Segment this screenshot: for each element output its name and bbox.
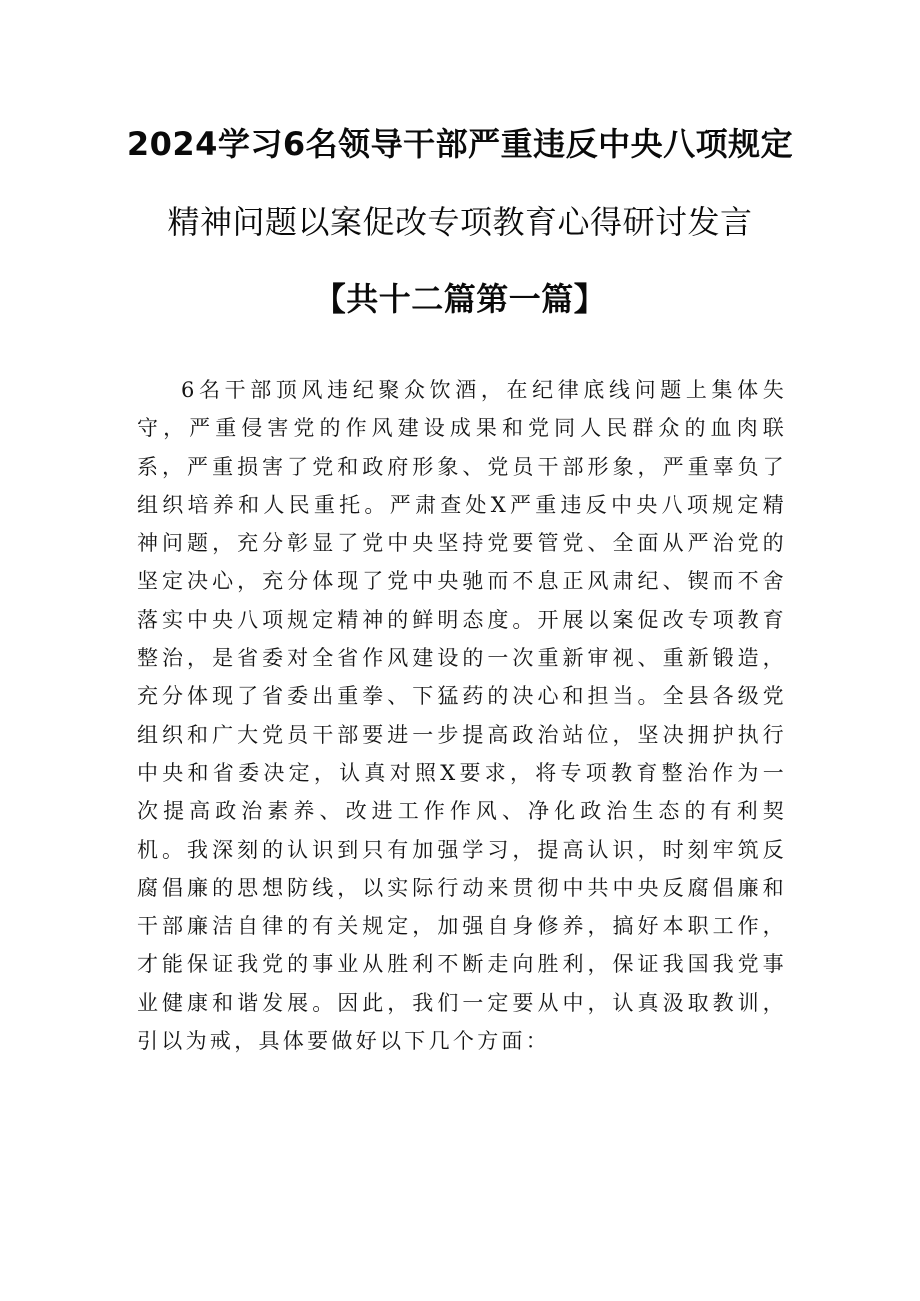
- title-line-2: 精神问题以案促改专项教育心得研讨发言: [167, 203, 753, 241]
- body-paragraph: 6名干部顶风违纪聚众饮酒，在纪律底线问题上集体失守，严重侵害党的作风建设成果和党同人民群众的血肉联系，严重损害了党和政府形象、党员干部形象，严重辜负了组织培养和人民重托。严肃查处X严重违反中央八项规定精神问题，充分彰显了党中央坚持党要管党、全面从严治党的坚定决心，充分体现了党中央驰而不息正风肃纪、锲而不舍落实中央八项规定精神的鲜明态度。开展以案促改专项教育整治，是省委对全省作风建设的一次重新审视、重新锻造，充分体现了省委出重拳、下猛药的决心和担当。全县各级党组织和广大党员干部要进一步提高政治站位，坚决拥护执行中央和省委决定，认真对照X要求，将专项教育整治作为一次提高政治素养、改进工作作风、净化政治生态的有利契机。我深刻的认识到只有加强学习，提高认识，时刻牢筑反腐倡廉的思想防线，以实际行动来贯彻中共中央反腐倡廉和干部廉洁自律的有关规定，加强自身修养，搞好本职工作，才能保证我党的事业从胜利不断走向胜利，保证我国我党事业健康和谐发展。因此，我们一定要从中，认真汲取教训，引以为戒，具体要做好以下几个方面：: [137, 378, 787, 1054]
- title-line-1: 2024学习6名领导干部严重违反中央八项规定: [126, 125, 794, 163]
- document-title: [0, 125, 920, 318]
- title-line-3: 【共十二篇第一篇】: [313, 280, 607, 318]
